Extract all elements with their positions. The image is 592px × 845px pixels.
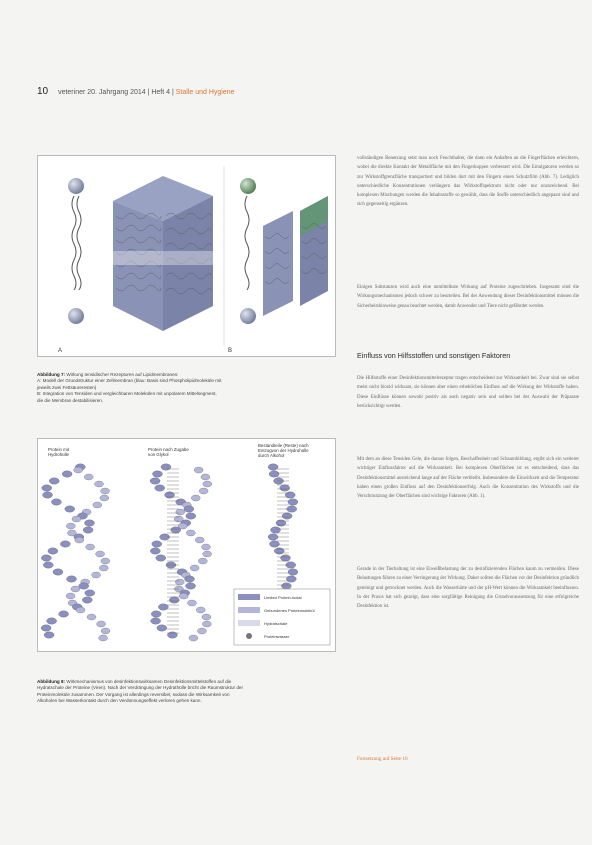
continued-note[interactable]: Fortsetzung auf Seite 16 <box>357 756 408 762</box>
hydration-segment <box>95 481 104 487</box>
figure-8 <box>37 438 336 652</box>
paragraph-2 <box>357 283 579 311</box>
protein-segment <box>49 478 59 484</box>
hydration-segment <box>187 600 196 606</box>
single-lipid-b <box>240 178 256 324</box>
protein-segment <box>85 590 95 596</box>
protein-segment <box>280 555 290 561</box>
legend-item-4: Proteinwasser <box>264 634 290 639</box>
hydration-segment <box>66 593 75 599</box>
caption7-line4: B: Integration von Tensiden und vergleichbaren Molekülen mit unpolarem Mittelsegment, <box>37 391 217 397</box>
protein-segment <box>271 527 281 533</box>
caption-figure-7 <box>37 372 337 404</box>
protein-segment <box>42 485 52 491</box>
legend-item-1: Limited Protein-Isolat <box>264 595 302 600</box>
protein-segment <box>186 583 196 589</box>
protein-segment <box>157 625 167 631</box>
hydration-segment <box>97 621 106 627</box>
protein-segment <box>185 576 195 582</box>
protein-segment <box>150 478 160 484</box>
protein-segment <box>84 520 94 526</box>
protein-segment <box>276 520 286 526</box>
protein-segment <box>165 492 175 498</box>
hydration-segment <box>87 614 96 620</box>
protein-segment <box>47 618 57 624</box>
paragraph-1 <box>357 154 579 210</box>
hydration-segment <box>71 586 80 592</box>
protein-segment <box>60 541 70 547</box>
hydration-segment <box>201 544 210 550</box>
protein-segment <box>82 597 92 603</box>
hydration-segment <box>198 558 207 564</box>
protein-segment <box>268 464 278 470</box>
protein-segment <box>152 471 162 477</box>
protein-illustration <box>38 439 335 651</box>
protein-segment <box>155 485 165 491</box>
membrane-block-a <box>113 176 213 331</box>
protein-segment <box>53 569 63 575</box>
protein-segment <box>151 611 161 617</box>
hydration-segment <box>99 635 108 641</box>
section-heading-text: Einfluss von Hilfsstoffen und sonstigen Faktoren <box>357 351 511 360</box>
protein-segment <box>285 492 295 498</box>
protein-segment <box>288 569 298 575</box>
protein-segment <box>43 562 53 568</box>
protein-segment <box>152 541 162 547</box>
protein-segment <box>151 618 161 624</box>
caption7-line2: A: Modell der Grundstruktur einer Zellmembran (blau: Basis sind Phospholipidmoleküle mit <box>37 378 222 384</box>
caption7-line1: Wirkung tensidischer Rezepturen auf Lipidmembranen: <box>66 372 179 377</box>
journal-info: veteriner 20. Jahrgang 2014 | Heft 4 | <box>58 89 174 96</box>
protein-segment <box>171 527 181 533</box>
hydration-segment <box>190 565 199 571</box>
paragraph-5 <box>357 565 579 611</box>
hydration-segment <box>189 635 198 641</box>
figure-7 <box>37 155 336 357</box>
protein-segment <box>43 492 53 498</box>
paragraph-3 <box>357 374 579 411</box>
hydration-segment <box>92 572 101 578</box>
protein-segment <box>167 632 177 638</box>
paragraph-2-text: Einigen Substanzen wird auch eine unmittelbare Wirkung auf Proteine zugeschrieben. Insgesamt sind die Wirkungsmechanismen jedoch schwer zu beurteilen. Bei der Anwendung dieser Desinfektionsmittel müssen die Sicherheitshinweise genau beachtet werden, damit Anwender und Tiere nicht gefährdet werden. <box>357 285 579 309</box>
caption7-label: Abbildung 7: <box>37 372 66 377</box>
protein-segment <box>51 499 61 505</box>
membrane-illustration <box>38 156 335 356</box>
hydration-segment <box>86 544 95 550</box>
protein-segment <box>67 576 77 582</box>
hydration-segment <box>101 628 110 634</box>
protein-segment <box>41 625 51 631</box>
protein-segment <box>286 576 296 582</box>
protein-segment <box>41 555 51 561</box>
caption7-line3: jeweils zwei Fettsäureresten) <box>37 384 97 390</box>
paragraph-4-text: Mit dem an diese Tensiden Gele, die daraus folgen, Beschaffenheit und Schaumbildung, ergibt sich ein weiterer wichtiger Einflussfaktor auf die Wirksamkeit. Bei komplexen Oberflächen ist es entscheidend, dass das Desinfektionsmittel ausreichend lange auf der Fläche verbleibt. Insbesondere die Einwirkzeit und die Temperatur haben einen großen Einfluss auf den Desinfektionserfolg. Auch die Konzentration des Wirkstoffs und die Verschmutzung der Oberflächen sind wichtige Faktoren (Abb. 1). <box>357 457 579 500</box>
protein-segment <box>184 506 194 512</box>
hydration-segment <box>93 502 102 508</box>
hydration-segment <box>191 495 200 501</box>
hydration-segment <box>179 593 188 599</box>
page-header <box>37 86 235 97</box>
paragraph-1-text: vollständigen Benetzung setzt man noch Feuchthalter, die dann ein Anhaften an die Fingerflächen erleichtern, wobei die direkte Kontakt der Metallfläche mit den Fingerkuppen verbessert wird. Die Emulgatoren werden so zur Wirkstoffgrenzfläche transportiert und bilden dort mit den Fingern einen Schutzfilm (Abb. 7). Lediglich unterschiedliche Konzentrationen verlängern das Wirkstoffspektrum nicht oder nur unzureichend. Bei komplexen Mischungen werden die Inhaltsstoffe so gewählt, dass die Stoffe unterschiedlich angepasst sind und sich gegenseitig ergänzen. <box>357 156 579 208</box>
hydration-segment <box>196 607 205 613</box>
protein-segment <box>48 548 58 554</box>
hydration-segment <box>194 467 203 473</box>
single-lipid-a <box>68 178 84 324</box>
hydration-segment <box>72 516 81 522</box>
paragraph-5-text: Gerade in der Tierhaltung ist eine Eiweißbelastung der zu desinfizierenden Flächen kaum zu vermeiden. Diese Belastungen führen zu einer Verringerung der Wirkung. Daher sollten die Flächen vor der Desinfektion gründlich gereinigt und getrocknet werden. Auch die Wasserhärte und der pH-Wert können die Wirksamkeit beeinflussen. In der Praxis hat sich gezeigt, dass eine sorgfältige Reinigung die Grundvoraussetzung für eine erfolgreiche Desinfektion ist. <box>357 567 579 610</box>
paragraph-3-text: Die Hilfsstoffe einer Desinfektionsmittelrezeptur tragen entscheidend zur Wirksamkeit bei. Zwar sind sie selbst meist nicht biozid wirksam, sie können aber einen erheblichen Einfluss auf die Wirkung der Wirkstoffe haben. Diese Einflüsse können sowohl positiv als auch negativ sein und sollten bei der Auswahl der Präparate berücksichtigt werden. <box>357 376 579 409</box>
hydration-segment <box>66 523 75 529</box>
paragraph-4 <box>357 455 579 501</box>
hydration-segment <box>76 607 85 613</box>
hydration-segment <box>101 488 110 494</box>
caption8-line3: Proteinmoleküle zusammen. Der Vorgang ist allerdings reversibel, sodass die Wirksamkeit von <box>37 691 230 697</box>
caption8-line1: Wirkmechanismus von desinfektionswirksamen Desinfektionsmittelstoffen auf die <box>66 679 232 684</box>
hydration-segment <box>101 558 110 564</box>
hydration-segment <box>186 530 195 536</box>
caption-figure-8 <box>37 679 337 705</box>
fig8-label-2b: von Glykol <box>148 452 169 457</box>
section-heading <box>357 351 579 361</box>
hydration-segment <box>175 579 184 585</box>
page-number: 10 <box>37 86 49 97</box>
protein-segment <box>269 541 279 547</box>
hydration-segment <box>74 467 83 473</box>
protein-segment <box>65 506 75 512</box>
legend-item-3: Hydratschale <box>264 621 288 626</box>
hydration-segment <box>195 537 204 543</box>
protein-segment <box>280 485 290 491</box>
fig8-label-3c: durch Alkohol <box>258 453 285 458</box>
protein-segment <box>44 632 54 638</box>
membrane-block-b <box>263 196 328 316</box>
hydration-segment <box>203 551 212 557</box>
fig8-legend <box>234 589 330 645</box>
fig8-label-3a: Bestandteile (Reste) nach <box>258 443 309 448</box>
panel-label-a: A <box>58 348 63 354</box>
legend-item-2: Gebundenes Proteinmolekül <box>264 608 315 613</box>
protein-segment <box>269 471 279 477</box>
hydration-segment <box>202 614 211 620</box>
protein-segment <box>186 513 196 519</box>
hydration-segment <box>203 481 212 487</box>
protein-segment <box>62 471 72 477</box>
panel-label-b: B <box>228 348 233 354</box>
protein-segment <box>79 583 89 589</box>
protein-segment <box>288 499 298 505</box>
caption7-line5: die die Membran destabilisieren. <box>37 397 104 403</box>
hydration-segment <box>84 474 93 480</box>
hydration-segment <box>75 537 84 543</box>
protein-segment <box>169 597 179 603</box>
protein-segment <box>59 611 69 617</box>
section-name: Stalle und Hygiene <box>175 89 235 96</box>
protein-segment <box>268 534 278 540</box>
fig8-label-3b: Entzugvon der Hydrohülle <box>258 448 309 453</box>
fig8-label-1b: Hydrohülle <box>48 452 69 457</box>
caption8-line4: Alkoholen bei Wasserkontakt durch den Verdünnungseffekt verloren gehen kann. <box>37 698 202 704</box>
protein-segment <box>274 548 284 554</box>
protein-segment <box>83 527 93 533</box>
hydration-segment <box>199 488 208 494</box>
protein-segment <box>150 548 160 554</box>
hydration-segment <box>201 474 210 480</box>
hydration-segment <box>202 621 211 627</box>
protein-segment <box>281 583 291 589</box>
protein-segment <box>158 604 168 610</box>
protein-segment <box>156 555 166 561</box>
hydration-segment <box>99 565 108 571</box>
hydration-segment <box>197 628 206 634</box>
caption8-line2: Hydratschale der Proteine (Viren). Nach der Verdrängung der Hydrathülle bricht die Raumstruktur der <box>37 685 243 691</box>
fig8-label-1a: Protein mit <box>48 447 69 452</box>
protein-segment <box>282 513 292 519</box>
protein-segment <box>161 464 171 470</box>
hydration-segment <box>100 495 109 501</box>
hydration-segment <box>96 551 105 557</box>
fig8-label-2a: Protein nach Zugabe <box>148 447 189 452</box>
caption8-label: Abbildung 8: <box>37 679 66 684</box>
hydration-segment <box>176 509 185 515</box>
